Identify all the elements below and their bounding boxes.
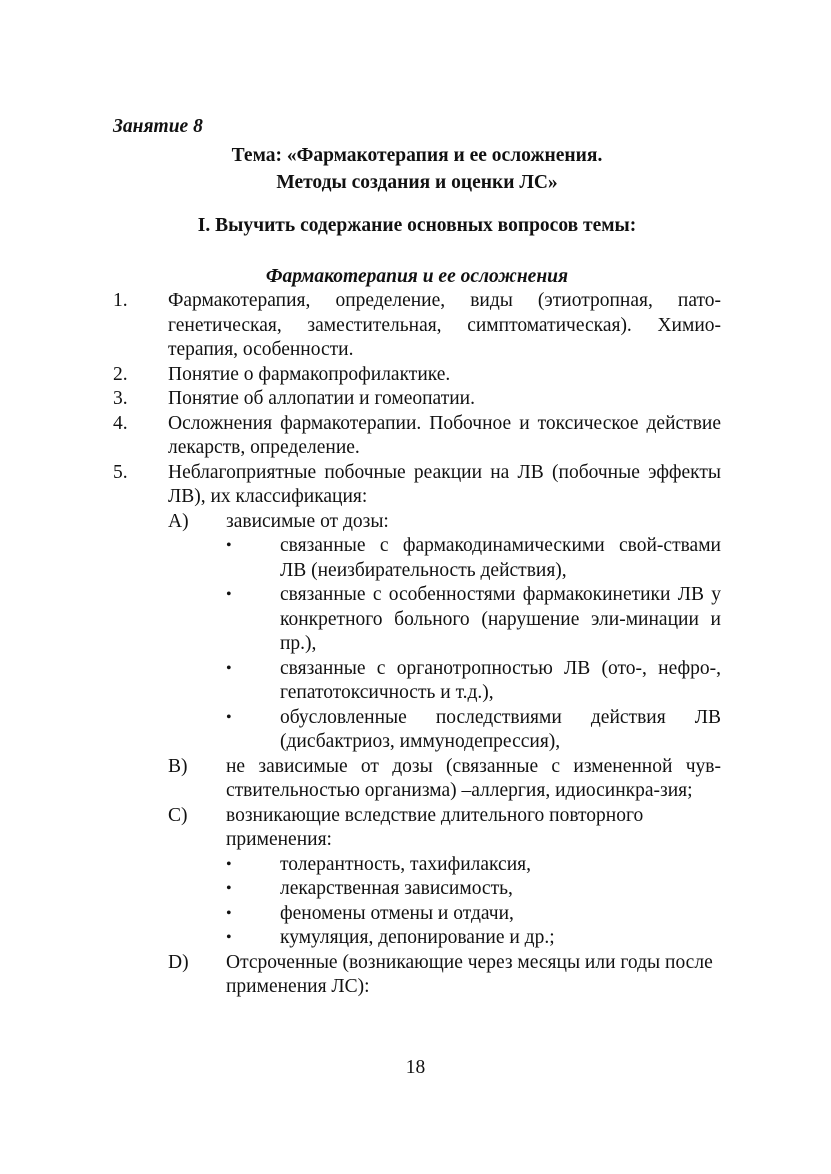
sub-item-text: возникающие вследствие длительного повторного применения: xyxy=(226,804,644,850)
topic-title-line: Тема: «Фармакотерапия и ее осложнения. xyxy=(231,145,603,166)
bullet-item xyxy=(226,902,721,927)
bullet-icon: • xyxy=(226,659,232,677)
bullet-icon: • xyxy=(226,708,232,726)
sub-item xyxy=(168,755,721,804)
sub-item xyxy=(168,510,721,755)
list-item xyxy=(113,289,721,363)
bullet-text: лекарственная зависимость, xyxy=(280,878,513,899)
list-item-number: 1. xyxy=(113,290,128,311)
topic-title xyxy=(113,142,721,196)
list-item-number: 2. xyxy=(113,363,128,385)
sub-item-text: Отсроченные (возникающие через месяцы или годы после применения ЛС): xyxy=(226,951,713,997)
list-item-text: Понятие о фармакопрофилактике. xyxy=(168,363,451,385)
list-item-text: Понятие об аллопатии и гомеопатии. xyxy=(168,388,475,409)
sub-item xyxy=(168,951,721,1000)
bullet-text: связанные с органотропностью ЛВ (ото-, нефро-, гепатотоксичность и т.д.), xyxy=(280,657,721,703)
subsection-heading: Фармакотерапия и ее осложнения xyxy=(265,266,569,287)
list-item-number: 3. xyxy=(113,388,128,409)
list-item xyxy=(113,363,721,388)
bullet-icon: • xyxy=(226,586,232,603)
list-item-body xyxy=(168,461,721,1000)
sub-item-letter: A) xyxy=(168,510,189,532)
bullet-icon: • xyxy=(226,537,232,554)
list-item-number: 4. xyxy=(113,412,128,434)
bullet-item xyxy=(226,877,721,902)
sub-item-letter: B) xyxy=(168,755,188,777)
bullet-icon: • xyxy=(226,880,232,897)
list-item-text: Осложнения фармакотерапии. Побочное и токсическое действие лекарств, определение. xyxy=(168,412,721,458)
bullet-text: связанные с фармакодинамическими свой-ствами ЛВ (неизбирательность действия), xyxy=(280,535,721,581)
list-item xyxy=(113,461,721,1000)
topic-title-line: Методы создания и оценки ЛС» xyxy=(276,172,558,193)
bullet-icon: • xyxy=(226,904,232,922)
bullet-text: связанные с особенностями фармакокинетики ЛВ у конкретного больного (нарушение эли-минации и пр.), xyxy=(280,584,721,654)
bullet-item xyxy=(226,706,721,755)
topic-list xyxy=(113,289,721,1000)
list-item-number: 5. xyxy=(113,461,128,483)
page-number: 18 xyxy=(405,1057,426,1078)
bullet-item xyxy=(226,657,721,706)
sub-item-letter: C) xyxy=(168,804,188,826)
bullet-item xyxy=(226,534,721,583)
lesson-heading: Занятие 8 xyxy=(113,116,203,137)
bullet-item xyxy=(226,926,721,951)
list-item xyxy=(113,387,721,412)
sub-item-text: не зависимые от дозы (связанные с измененной чув-ствительностью организма) –аллергия, идиосинкра-зия; xyxy=(226,755,721,801)
bullet-text: кумуляция, депонирование и др.; xyxy=(280,927,555,948)
sub-item-text: зависимые от дозы: xyxy=(226,510,389,532)
bullet-text: обусловленные последствиями действия ЛВ (дисбактриоз, иммунодепрессия), xyxy=(280,706,721,752)
list-item-text: Фармакотерапия, определение, виды (этиотропная, пато-генетическая, заместительная, симптоматическая). Химио-терапия, особенности. xyxy=(168,290,721,360)
list-item-text: Неблагоприятные побочные реакции на ЛВ (побочные эффекты ЛВ), их классификация: xyxy=(168,461,721,507)
bullet-icon: • xyxy=(226,929,232,946)
sub-item xyxy=(168,804,721,951)
bullet-icon: • xyxy=(226,855,232,873)
section-heading: I. Выучить содержание основных вопросов темы: xyxy=(197,215,637,236)
sub-item-letter: D) xyxy=(168,951,189,973)
bullet-item xyxy=(226,583,721,657)
bullet-text: толерантность, тахифилаксия, xyxy=(280,853,531,875)
bullet-item xyxy=(226,853,721,878)
bullet-text: феномены отмены и отдачи, xyxy=(280,902,514,924)
list-item xyxy=(113,412,721,461)
